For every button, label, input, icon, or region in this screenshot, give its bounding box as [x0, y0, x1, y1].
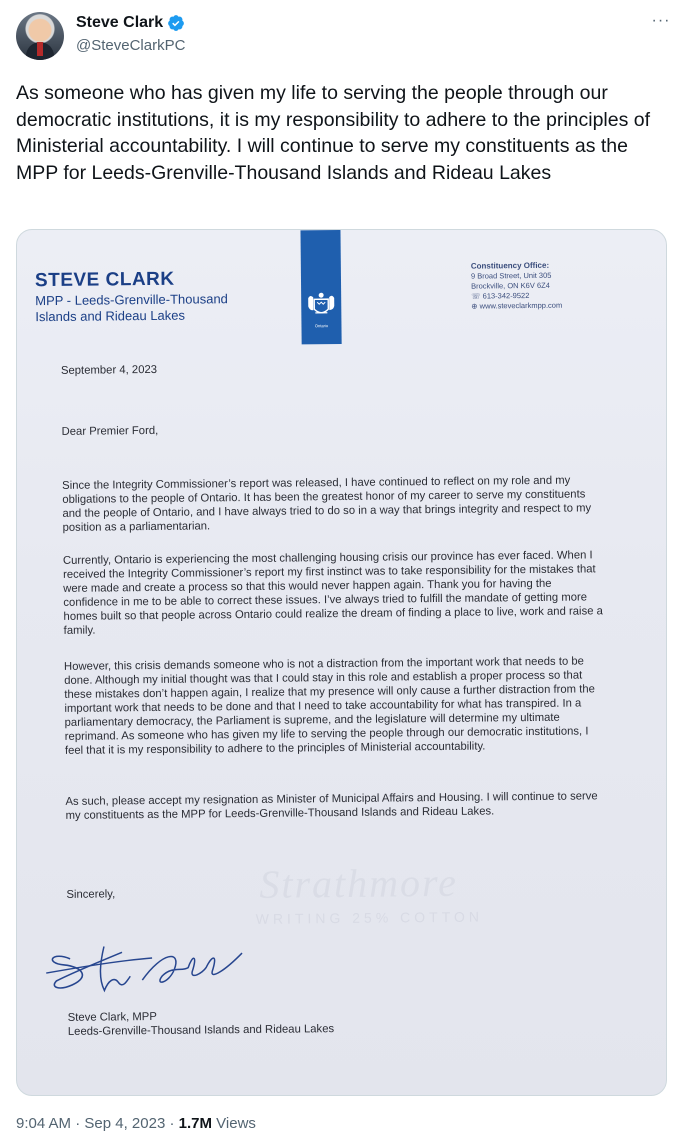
signer-name: Steve Clark, MPP — [67, 1010, 157, 1024]
letter-paragraph: As such, please accept my resignation as Minister of Municipal Affairs and Housing. I will continue to serve my constituents as the MPP for Leeds-Grenville-Thousand Islands and Rideau Lakes. — [65, 790, 598, 822]
tweet-media-image[interactable] — [16, 229, 667, 1096]
letterhead-name: STEVE CLARK — [34, 268, 175, 292]
letterhead-title: MPP - Leeds-Grenville-Thousand Islands and Rideau Lakes — [35, 291, 228, 324]
views-label: Views — [216, 1115, 256, 1132]
paper-watermark-line2: WRITING 25% COTTON — [255, 908, 484, 927]
verified-badge-icon — [167, 14, 185, 32]
constituency-office-block — [471, 261, 562, 312]
paper-watermark: Strathmore — [259, 859, 459, 907]
phone-icon: ☏ — [471, 291, 483, 301]
crest-caption: Ontario — [314, 323, 329, 329]
letter-paragraph: However, this crisis demands someone who is not a distraction from the important work that needs to be done. Although my initial thought was that I could stay in this role and establish a proper process so that these mistakes don’t happen again, I realize that my presence will only cause a further distraction from the important work that needs to be done and that I need to take accountability for what has transpired. In a parliamentary democracy, the Parliament is supreme, and the legislature will determine my ultimate reprimand. As someone who has given my life to serving the people through our democratic institutions, I feel that it is my responsibility to adhere to the principles of Ministerial accountability. — [63, 655, 595, 757]
meta-separator: · — [75, 1115, 85, 1132]
handwritten-signature — [42, 931, 253, 1013]
signer-riding: Leeds-Grenville-Thousand Islands and Rideau Lakes — [67, 1023, 335, 1038]
author-name-row[interactable] — [76, 14, 185, 32]
office-address-line2: Brockville, ON K6V 6Z4 — [471, 280, 550, 291]
resignation-letter — [16, 229, 667, 1096]
office-website: www.steveclarkmpp.com — [479, 300, 563, 311]
letter-paragraph: Since the Integrity Commissioner’s report was released, I have continued to reflect on my role and my obligations to the people of Ontario. It has been the greatest honor of my career to serve my constituents and the people of Ontario, and I have always tried to do so in a way that brings integrity and respect to my position as a parliamentarian. — [62, 474, 592, 534]
letter-paragraph: Currently, Ontario is experiencing the most challenging housing crisis our province has ever faced. When I received the Integrity Commissioner’s report my first instinct was to take responsibility for the mistakes that were made and create a process so that this would never happen again. Thank you for having the confidence in me to be able to correct these issues. I’ve always tried to fulfill the mandate of getting more homes built so that people across Ontario could realize the dream of finding a place to live, work and raise a family. — [62, 549, 603, 637]
letter-date: September 4, 2023 — [60, 363, 158, 377]
tweet-meta — [16, 1115, 256, 1132]
tweet-header — [16, 12, 673, 60]
ontario-crest-icon — [305, 290, 337, 320]
globe-icon: ⊕ — [471, 301, 480, 311]
letter-closing: Sincerely, — [66, 888, 116, 901]
office-phone: 613-342-9522 — [482, 291, 530, 301]
tweet-time[interactable]: 9:04 AM — [16, 1115, 72, 1132]
more-options-icon[interactable]: ··· — [651, 12, 671, 29]
author-display-name[interactable]: Steve Clark — [76, 14, 164, 31]
office-address-line1: 9 Broad Street, Unit 305 — [470, 270, 552, 281]
meta-separator: · — [169, 1115, 179, 1132]
tweet-date[interactable]: Sep 4, 2023 — [84, 1115, 166, 1132]
letter-greeting: Dear Premier Ford, — [61, 424, 159, 438]
office-title: Constituency Office: — [470, 260, 550, 271]
ontario-crest-band — [300, 230, 341, 344]
views-count[interactable]: 1.7M — [178, 1115, 212, 1132]
avatar[interactable] — [16, 12, 64, 60]
author-handle[interactable]: @SteveClarkPC — [76, 37, 186, 54]
tweet-text: As someone who has given my life to serving the people through our democratic institutions, it is my responsibility to adhere to the principles of Ministerial accountability. I will continue to serve my constituents as the MPP for Leeds-Grenville-Thousand Islands and Rideau Lakes — [16, 82, 651, 184]
